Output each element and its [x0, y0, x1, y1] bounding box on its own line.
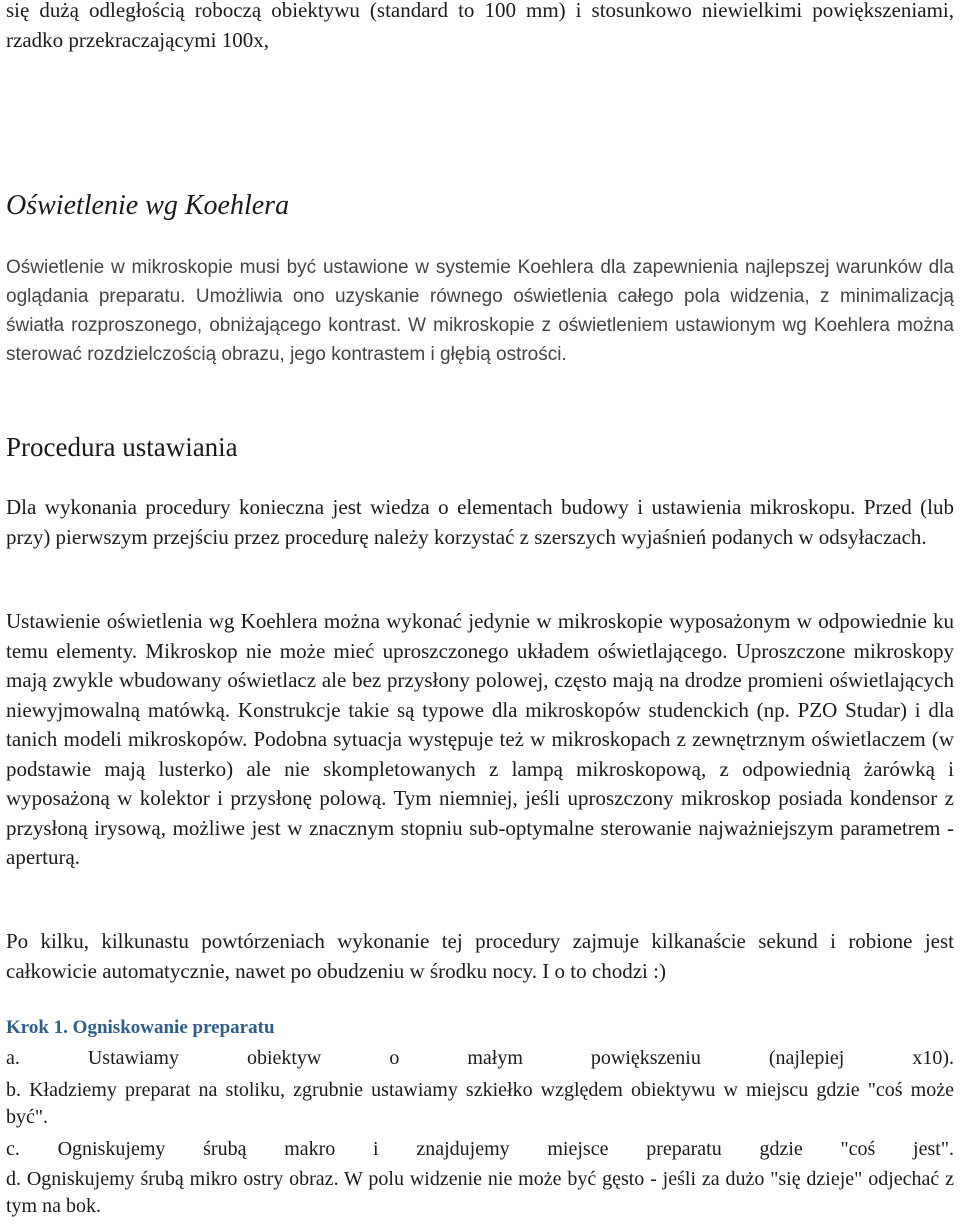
krok1-step-b: b. Kładziemy preparat na stoliku, zgrubnie ustawiamy szkiełko względem obiektywu w miejscu gdzie "coś może być".	[6, 1079, 954, 1128]
krok1-heading: Krok 1. Ogniskowanie preparatu	[6, 1017, 275, 1038]
procedura-paragraph-3: Po kilku, kilkunastu powtórzeniach wykonanie tej procedury zajmuje kilkanaście sekund i robione jest całkowicie automatycznie, nawet po obudzeniu w środku nocy. I o to chodzi :)	[6, 929, 954, 983]
procedura-heading: Procedura ustawiania	[6, 432, 238, 462]
krok1-step-a: a. Ustawiamy obiektyw o małym powiększeniu (najlepiej x10).	[6, 1047, 954, 1069]
procedura-paragraph-1: Dla wykonania procedury konieczna jest wiedza o elementach budowy i ustawienia mikroskopu. Przed (lub przy) pierwszym przejściu przez procedurę należy korzystać z szerszych wyjaśnień podanych w odsyłaczach.	[6, 495, 954, 549]
intro-paragraph: się dużą odległością roboczą obiektywu (standard to 100 mm) i stosunkowo niewielkimi powiększeniami, rzadko przekraczającymi 100x,	[6, 0, 954, 52]
krok1-step-c: c. Ogniskujemy śrubą makro i znajdujemy miejsce preparatu gdzie "coś jest".	[6, 1138, 954, 1160]
koehler-paragraph: Oświetlenie w mikroskopie musi być ustawione w systemie Koehlera dla zapewnienia najlepszej warunków dla oglądania preparatu. Umożliwia ono uzyskanie równego oświetlenia całego pola widzenia, z minimalizacją światła rozproszonego, obniżającego kontrast. W mikroskopie z oświetleniem ustawionym wg Koehlera można sterować rozdzielczością obrazu, jego kontrastem i głębią ostrości.	[6, 257, 954, 365]
koehler-heading: Oświetlenie wg Koehlera	[6, 190, 290, 221]
krok1-step-d: d. Ogniskujemy śrubą mikro ostry obraz. W polu widzenie nie może być gęsto - jeśli za dużo "się dzieje" odjechać z tym na bok.	[6, 1168, 954, 1217]
procedura-paragraph-2: Ustawienie oświetlenia wg Koehlera można wykonać jedynie w mikroskopie wyposażonym w odpowiednie ku temu elementy. Mikroskop nie może mieć uproszczonego układem oświetlającego. Uproszczone mikroskopy mają zwykle wbudowany oświetlacz ale bez przysłony polowej, często mają na drodze promieni oświetlających niewyjmowalną matówką. Konstrukcje takie są typowe dla mikroskopów studenckich (np. PZO Studar) i dla tanich modeli mikroskopów. Podobna sytuacja występuje też w mikroskopach z zewnętrznym oświetlaczem (w podstawie mają lusterko) ale nie skompletowanych z lampą mikroskopową, z odpowiednią żarówką i wyposażoną w kolektor i przysłonę polową. Tym niemniej, jeśli uproszczony mikroskop posiada kondensor z przysłoną irysową, możliwe jest w znacznym stopniu sub-optymalne sterowanie najważniejszym parametrem - aperturą.	[6, 609, 954, 869]
